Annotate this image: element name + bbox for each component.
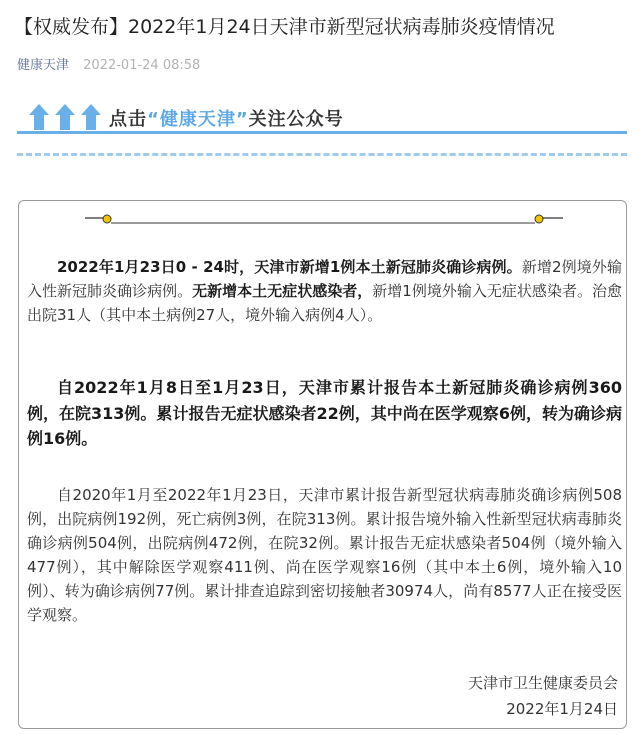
banner-divider-solid — [17, 131, 627, 134]
article-meta — [17, 56, 200, 76]
follow-slogan — [109, 105, 344, 131]
cumulative-total-text: 自2020年1月至2022年1月23日，天津市累计报告新型冠状病毒肺炎确诊病例508例，出院病例192例，死亡病例3例，在院313例。累计报告境外输入性新型冠状病毒肺炎确诊病例504例，出院病例472例，在院32例。累计报告无症状感染者504例（境外输入477例），其中解除医学观察411例、尚在医学观察16例（其中本土6例，境外输入10例）、转为确诊病例77例。累计排查追踪到密切接触者30974人，尚有8577人正在接受医学观察。 — [27, 486, 622, 624]
banner-divider-dashed — [17, 153, 627, 156]
slogan-suffix: 关注公众号 — [248, 109, 344, 130]
follow-banner[interactable] — [17, 98, 627, 162]
daily-recovered: 新增1例境外输入无症状感染者。治愈出院31人（其中本土病例27人，境外输入病例4人）。 — [27, 282, 622, 324]
daily-asymptomatic: 无新增本土无症状感染者， — [192, 282, 373, 300]
report-paragraph-daily — [27, 255, 622, 327]
report-paragraph-cumulative-local: 自2022年1月8日至1月23日，天津市累计报告本土新冠肺炎确诊病例360例，在院313例。累计报告无症状感染者22例，其中尚在医学观察6例，转为确诊病例16例。 — [27, 378, 622, 448]
report-paragraph-cumulative-total — [27, 483, 622, 627]
article-title: 【权威发布】2022年1月24日天津市新型冠状病毒肺炎疫情情况 — [14, 16, 555, 38]
decorative-dots-line-icon — [85, 211, 563, 227]
publish-time: 2022-01-24 08:58 — [83, 58, 201, 73]
signature-org: 天津市卫生健康委员会 — [467, 674, 618, 692]
daily-imported: 新增2例境外输入性新冠肺炎确诊病例。 — [27, 258, 623, 300]
slogan-brand: “健康天津” — [147, 109, 249, 130]
report-card — [18, 200, 627, 729]
up-arrows-icon — [29, 104, 105, 130]
signature-date: 2022年1月24日 — [506, 700, 618, 718]
daily-headline: 2022年1月23日0 - 24时，天津市新增1例本土新冠肺炎确诊病例。 — [57, 258, 522, 276]
account-name-link[interactable]: 健康天津 — [17, 58, 70, 73]
slogan-prefix: 点击 — [109, 109, 147, 130]
